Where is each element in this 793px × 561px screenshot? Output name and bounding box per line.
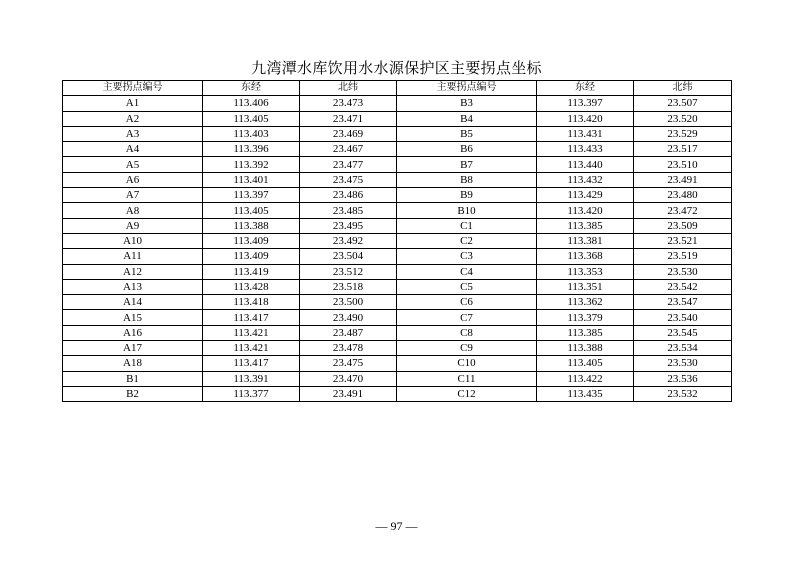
latitude-cell: 23.469 [300,126,397,141]
point-id-cell: C1 [397,218,537,233]
table-row [63,188,732,203]
point-id-cell: A1 [63,96,203,111]
latitude-cell: 23.529 [634,126,732,141]
longitude-cell: 113.377 [203,386,300,401]
latitude-cell: 23.545 [634,325,732,340]
longitude-cell: 113.417 [203,356,300,371]
longitude-cell: 113.420 [537,111,634,126]
latitude-cell: 23.504 [300,249,397,264]
longitude-cell: 113.418 [203,295,300,310]
latitude-cell: 23.487 [300,325,397,340]
latitude-cell: 23.475 [300,172,397,187]
latitude-cell: 23.491 [300,386,397,401]
latitude-cell: 23.518 [300,279,397,294]
table-row [63,96,732,111]
point-id-cell: A5 [63,157,203,172]
point-id-cell: A7 [63,188,203,203]
longitude-cell: 113.392 [203,157,300,172]
point-id-cell: B8 [397,172,537,187]
latitude-cell: 23.512 [300,264,397,279]
longitude-cell: 113.385 [537,218,634,233]
table-row [63,142,732,157]
longitude-cell: 113.397 [203,188,300,203]
latitude-cell: 23.534 [634,341,732,356]
point-id-cell: A10 [63,233,203,248]
longitude-cell: 113.379 [537,310,634,325]
latitude-cell: 23.495 [300,218,397,233]
point-id-cell: B3 [397,96,537,111]
longitude-cell: 113.409 [203,249,300,264]
point-id-cell: C2 [397,233,537,248]
longitude-cell: 113.401 [203,172,300,187]
longitude-cell: 113.433 [537,142,634,157]
point-id-cell: C12 [397,386,537,401]
table-row [63,279,732,294]
point-id-cell: B6 [397,142,537,157]
longitude-cell: 113.405 [537,356,634,371]
longitude-cell: 113.405 [203,203,300,218]
longitude-cell: 113.362 [537,295,634,310]
point-id-cell: A18 [63,356,203,371]
latitude-cell: 23.492 [300,233,397,248]
table-row [63,371,732,386]
longitude-cell: 113.351 [537,279,634,294]
table-row [63,264,732,279]
point-id-cell: A13 [63,279,203,294]
point-id-cell: A2 [63,111,203,126]
latitude-cell: 23.490 [300,310,397,325]
point-id-cell: B4 [397,111,537,126]
latitude-cell: 23.477 [300,157,397,172]
latitude-cell: 23.491 [634,172,732,187]
latitude-cell: 23.470 [300,371,397,386]
latitude-cell: 23.478 [300,341,397,356]
table-row [63,126,732,141]
latitude-cell: 23.507 [634,96,732,111]
latitude-cell: 23.530 [634,356,732,371]
table-row [63,249,732,264]
longitude-cell: 113.406 [203,96,300,111]
point-id-cell: A15 [63,310,203,325]
latitude-cell: 23.475 [300,356,397,371]
table-row [63,172,732,187]
latitude-cell: 23.519 [634,249,732,264]
latitude-cell: 23.517 [634,142,732,157]
point-id-cell: C10 [397,356,537,371]
latitude-cell: 23.485 [300,203,397,218]
table-row [63,310,732,325]
point-id-cell: C11 [397,371,537,386]
point-id-cell: C4 [397,264,537,279]
longitude-cell: 113.417 [203,310,300,325]
latitude-cell: 23.532 [634,386,732,401]
latitude-cell: 23.467 [300,142,397,157]
latitude-cell: 23.540 [634,310,732,325]
longitude-cell: 113.409 [203,233,300,248]
longitude-cell: 113.388 [203,218,300,233]
page-number: — 97 — [375,519,418,533]
point-id-cell: C5 [397,279,537,294]
table-row [63,386,732,401]
latitude-cell: 23.473 [300,96,397,111]
longitude-cell: 113.368 [537,249,634,264]
point-id-cell: A4 [63,142,203,157]
longitude-cell: 113.429 [537,188,634,203]
longitude-cell: 113.422 [537,371,634,386]
table-row [63,203,732,218]
table-row [63,295,732,310]
table-row [63,341,732,356]
latitude-cell: 23.542 [634,279,732,294]
table-row [63,111,732,126]
page-title: 九湾潭水库饮用水水源保护区主要拐点坐标 [251,59,542,77]
longitude-cell: 113.385 [537,325,634,340]
point-id-cell: A6 [63,172,203,187]
latitude-cell: 23.530 [634,264,732,279]
latitude-cell: 23.509 [634,218,732,233]
point-id-cell: A9 [63,218,203,233]
header-latitude-left: 北纬 [300,81,397,96]
longitude-cell: 113.405 [203,111,300,126]
longitude-cell: 113.419 [203,264,300,279]
latitude-cell: 23.500 [300,295,397,310]
point-id-cell: B2 [63,386,203,401]
point-id-cell: B7 [397,157,537,172]
header-latitude-right: 北纬 [634,81,732,96]
longitude-cell: 113.381 [537,233,634,248]
longitude-cell: 113.391 [203,371,300,386]
latitude-cell: 23.471 [300,111,397,126]
coordinates-table [62,80,732,402]
point-id-cell: B1 [63,371,203,386]
header-longitude-left: 东经 [203,81,300,96]
table-row [63,157,732,172]
table-header-row [63,81,732,96]
point-id-cell: B5 [397,126,537,141]
latitude-cell: 23.521 [634,233,732,248]
longitude-cell: 113.403 [203,126,300,141]
point-id-cell: C3 [397,249,537,264]
point-id-cell: C7 [397,310,537,325]
longitude-cell: 113.431 [537,126,634,141]
table-row [63,233,732,248]
table-body [63,96,732,402]
longitude-cell: 113.420 [537,203,634,218]
longitude-cell: 113.435 [537,386,634,401]
longitude-cell: 113.432 [537,172,634,187]
point-id-cell: A12 [63,264,203,279]
point-id-cell: B9 [397,188,537,203]
latitude-cell: 23.486 [300,188,397,203]
latitude-cell: 23.480 [634,188,732,203]
latitude-cell: 23.547 [634,295,732,310]
latitude-cell: 23.520 [634,111,732,126]
table-row [63,356,732,371]
header-point-id-left: 主要拐点编号 [63,81,203,96]
table-row [63,218,732,233]
longitude-cell: 113.428 [203,279,300,294]
header-longitude-right: 东经 [537,81,634,96]
point-id-cell: C9 [397,341,537,356]
point-id-cell: A8 [63,203,203,218]
point-id-cell: A3 [63,126,203,141]
longitude-cell: 113.388 [537,341,634,356]
header-point-id-right: 主要拐点编号 [397,81,537,96]
longitude-cell: 113.421 [203,341,300,356]
longitude-cell: 113.397 [537,96,634,111]
point-id-cell: A17 [63,341,203,356]
point-id-cell: C8 [397,325,537,340]
latitude-cell: 23.472 [634,203,732,218]
longitude-cell: 113.421 [203,325,300,340]
point-id-cell: A11 [63,249,203,264]
point-id-cell: C6 [397,295,537,310]
latitude-cell: 23.510 [634,157,732,172]
longitude-cell: 113.440 [537,157,634,172]
point-id-cell: A16 [63,325,203,340]
longitude-cell: 113.396 [203,142,300,157]
point-id-cell: B10 [397,203,537,218]
longitude-cell: 113.353 [537,264,634,279]
table-row [63,325,732,340]
point-id-cell: A14 [63,295,203,310]
latitude-cell: 23.536 [634,371,732,386]
